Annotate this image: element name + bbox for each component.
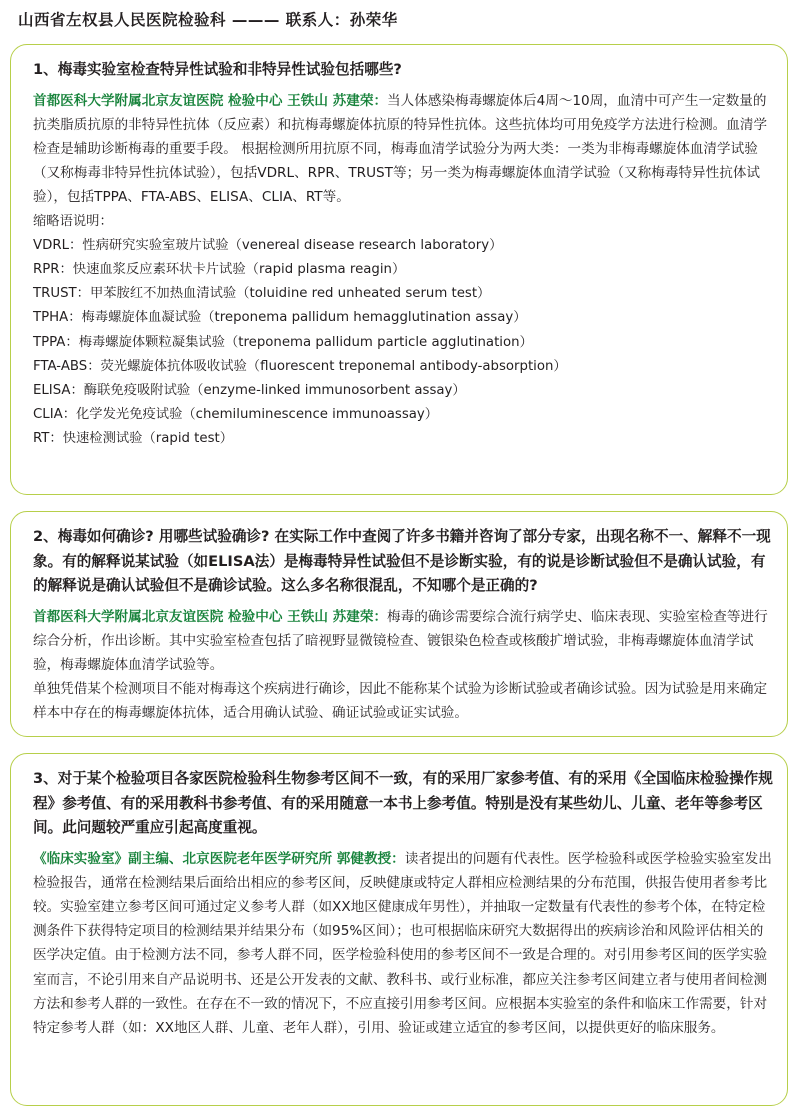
- question-1: 1、梅毒实验室检查特异性试验和非特异性试验包括哪些?: [33, 61, 402, 78]
- answer-1-text: 当人体感染梅毒螺旋体后4周～10周，血清中可产生一定数量的抗类脂质抗原的非特异性抗体（反应素）和抗梅毒螺旋体抗原的特异性抗体。这些抗体均可用免疫学方法进行检测。血清学检查是辅助诊断梅毒的重要手段。 根据检测所用抗原不同，梅毒血清学试验分为两大类：一类为非梅毒螺旋体血清学试验（又称梅毒非特异性抗体试验），包括VDRL、RPR、TRUST等；另一类为梅毒螺旋体血清学试验（又称梅毒特异性抗体试验），包括TPPA、FTA-ABS、ELISA、CLIA、RT等。: [33, 92, 768, 206]
- qa-card-1: [10, 44, 788, 495]
- answer-1: [33, 89, 775, 210]
- qa-card-2: [10, 511, 788, 737]
- glossary-item: CLIA：化学发光免疫试验（chemiluminescence immunoassay）: [33, 407, 439, 423]
- glossary-item: FTA-ABS：荧光螺旋体抗体吸收试验（fluorescent treponemal antibody-absorption）: [33, 358, 567, 374]
- glossary: [33, 210, 775, 452]
- question-3: 3、对于某个检验项目各家医院检验科生物参考区间不一致，有的采用厂家参考值、有的采用《全国临床检验操作规程》参考值、有的采用教科书参考值、有的采用随意一本书上参考值。特别是没有某些幼儿、儿童、老年等参考区间。此问题较严重应引起高度重视。: [33, 770, 773, 836]
- glossary-item: TRUST：甲苯胺红不加热血清试验（toluidine red unheated serum test）: [33, 286, 491, 302]
- glossary-item: TPHA：梅毒螺旋体血凝试验（treponema pallidum hemagglutination assay）: [33, 310, 527, 326]
- answerer-1: 首都医科大学附属北京友谊医院 检验中心 王铁山 苏建荣：: [33, 92, 388, 109]
- answer-2-paragraph-2: 单独凭借某个检测项目不能对梅毒这个疾病进行确诊，因此不能称某个试验为诊断试验或者确诊试验。因为试验是用来确定样本中存在的梅毒螺旋体抗体，适合用确认试验、确证试验或证实试验。: [33, 681, 768, 722]
- glossary-title: 缩略语说明：: [33, 213, 113, 229]
- page-header: 山西省左权县人民医院检验科 ——— 联系人：孙荣华: [18, 11, 398, 29]
- answer-3-text: 读者提出的问题有代表性。医学检验科或医学检验实验室发出检验报告，通常在检测结果后面给出相应的参考区间，反映健康或特定人群相应检测结果的分布范围，供报告使用者参考比较。实验室建立参考区间可通过定义参考人群（如XX地区健康成年男性），并抽取一定数量有代表性的参考个体，在特定检测条件下获得特定项目的检测结果并结果分布（如95%区间）；也可根据临床研究大数据得出的疾病诊治和风险评估相关的医学决定值。由于检测方法不同，参考人群不同，医学检验科使用的参考区间不一致是合理的。对引用参考区间的医学实验室而言，不论引用来自产品说明书、还是公开发表的文献、教科书、或行业标准，都应关注参考区间建立者与使用者间检测方法和参考人群的一致性。在存在不一致的情况下，不应直接引用参考区间。应根据本实验室的条件和临床工作需要，针对特定参考人群（如：XX地区人群、儿童、老年人群），引用、验证或建立适宜的参考区间，以提供更好的临床服务。: [33, 850, 772, 1036]
- answerer-2: 首都医科大学附属北京友谊医院 检验中心 王铁山 苏建荣：: [33, 608, 388, 625]
- answer-2-text: 梅毒的确诊需要综合流行病学史、临床表现、实验室检查等进行综合分析，作出诊断。其中实验室检查包括了暗视野显微镜检查、镀银染色检查或核酸扩增试验，非梅毒螺旋体血清学试验，梅毒螺旋体血清学试验等。: [33, 608, 768, 673]
- answerer-3: 《临床实验室》副主编、北京医院老年医学研究所 郭健教授：: [33, 850, 405, 867]
- question-2: 2、梅毒如何确诊? 用哪些试验确诊? 在实际工作中查阅了许多书籍并咨询了部分专家，出现名称不一、解释不一现象。有的解释说某试验（如ELISA法）是梅毒特异性试验但不是诊断实验，有的说是诊断试验但不是确认试验，有的解释说是确认试验但不是确诊试验。这么多名称很混乱，不知哪个是正确的?: [33, 528, 771, 594]
- answer-3: [33, 847, 775, 1041]
- answer-2: [33, 605, 775, 678]
- glossary-item: RT：快速检测试验（rapid test）: [33, 431, 234, 447]
- qa-card-3: [10, 753, 788, 1106]
- glossary-item: ELISA：酶联免疫吸附试验（enzyme-linked immunosorbent assay）: [33, 382, 466, 398]
- glossary-item: RPR：快速血浆反应素环状卡片试验（rapid plasma reagin）: [33, 261, 406, 277]
- glossary-item: TPPA：梅毒螺旋体颗粒凝集试验（treponema pallidum particle agglutination）: [33, 334, 533, 350]
- glossary-item: VDRL：性病研究实验室玻片试验（venereal disease research laboratory）: [33, 237, 503, 253]
